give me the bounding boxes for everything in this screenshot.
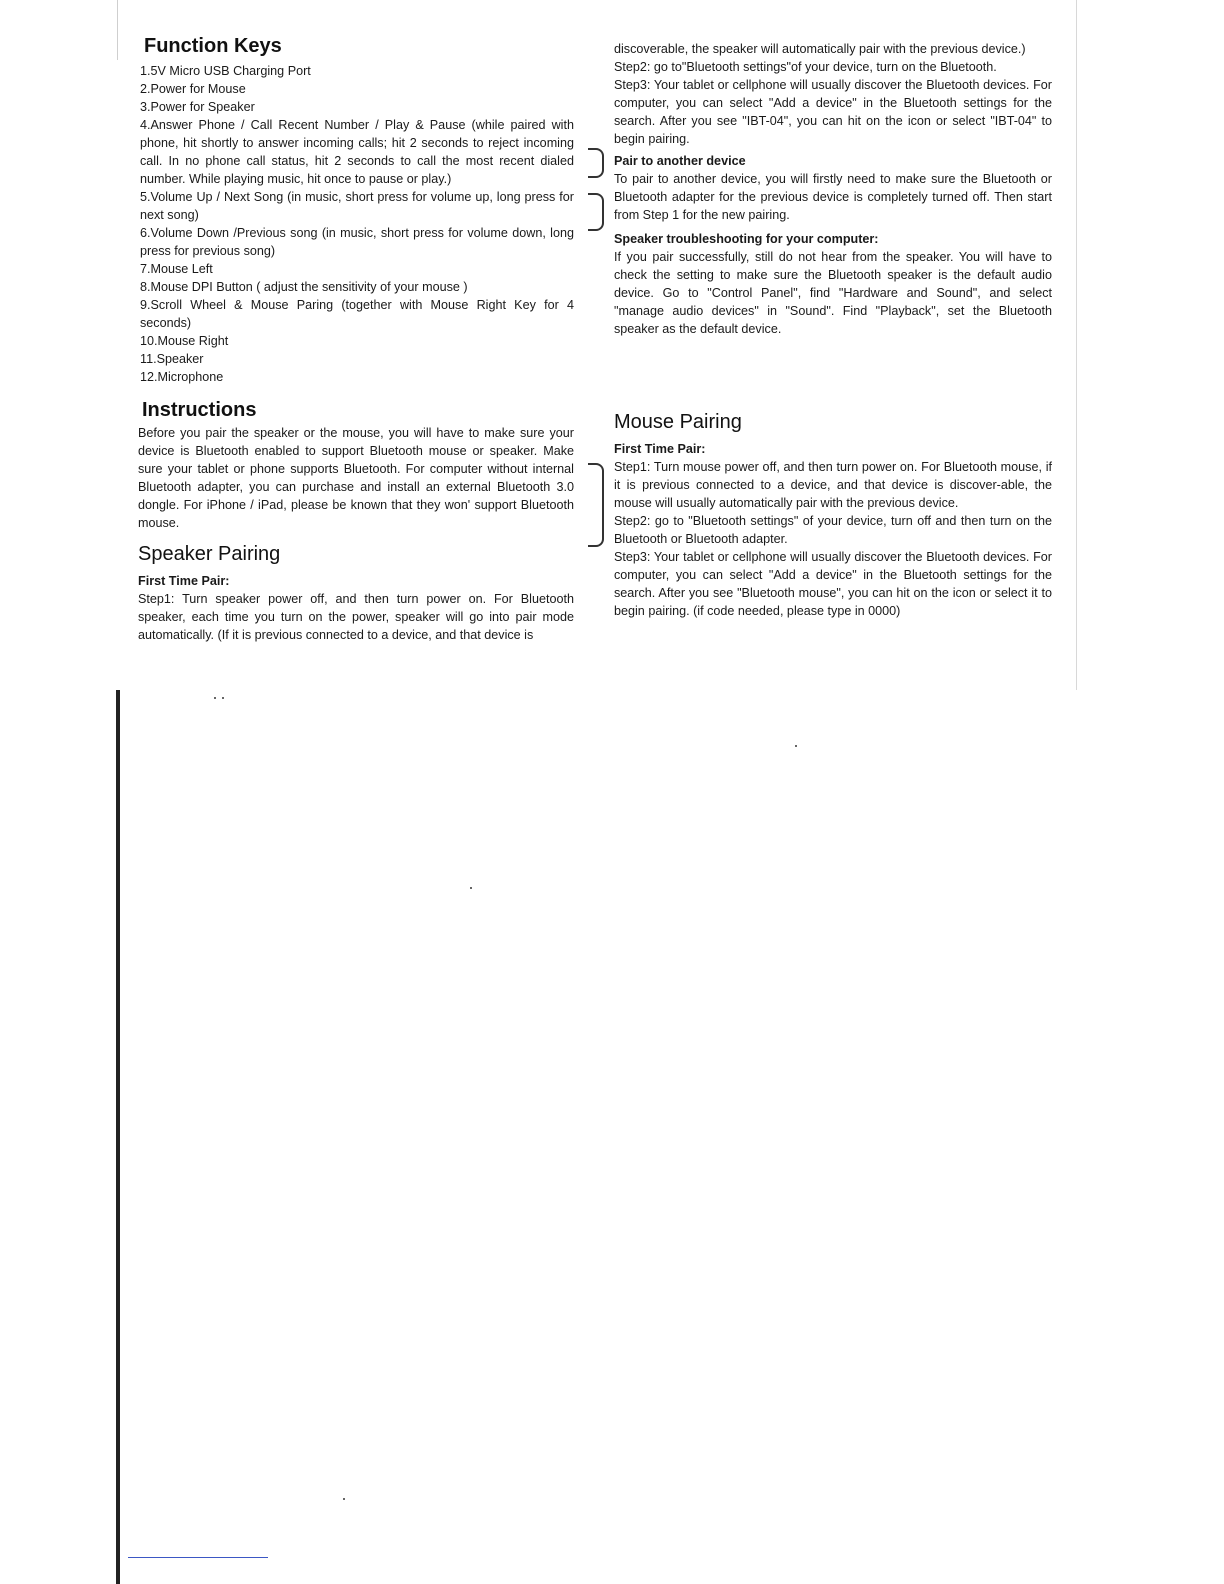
scan-edge-top (117, 0, 118, 60)
scan-speck (214, 697, 216, 699)
scan-speck (343, 1498, 345, 1500)
speaker-step1-full (0, 0, 1, 1)
function-key-item: 6.Volume Down /Previous song (in music, short press for volume down, long press for previous song) (140, 226, 574, 258)
right-column (614, 40, 1052, 620)
troubleshooting-body: If you pair successfully, still do not hear from the speaker. You will have to check the setting to make sure the Bluetooth speaker is the default audio device. Go to "Control Panel", find "Hardware and Sound", and select "manage audio devices" in "Sound". Find "Playback", set the Bluetooth speaker as the default device. (614, 250, 1052, 336)
mouse-step3: Step3: Your tablet or cellphone will usually discover the Bluetooth devices. For computer, you can select "Add a device" in the Bluetooth settings for the search. After you see "Bluetooth mouse", you can hit on the icon or select it to begin pairing. (if code needed, please type in 0000) (614, 550, 1052, 618)
speaker-pairing-continued (614, 40, 1052, 338)
speaker-first-time-label: First Time Pair: (138, 574, 230, 588)
instructions-section (138, 396, 574, 532)
mouse-pairing-heading: Mouse Pairing (614, 411, 742, 433)
speaker-step1-part1: Step1: Turn speaker power off, and then turn power on. For Bluetooth speaker, each time you turn on the power, speaker will go into pair mode automatically. (If it is previous connected to a device, and that device is (138, 592, 574, 642)
function-key-item: 7.Mouse Left (140, 262, 213, 276)
speaker-pairing-section (138, 540, 574, 644)
function-keys-list (138, 62, 574, 386)
fold-mark-2 (588, 193, 604, 231)
mouse-step1: Step1: Turn mouse power off, and then turn power on. For Bluetooth mouse, if it is previous connected to a device, and that device is discover-able, the mouse will usually automatically pair with the previous device. (614, 460, 1052, 510)
instructions-heading: Instructions (142, 399, 257, 421)
function-keys-heading: Function Keys (144, 35, 282, 57)
function-keys-section (138, 32, 574, 386)
speaker-step1-part2: discoverable, the speaker will automatically pair with the previous device.) (614, 42, 1026, 56)
speaker-pairing-heading: Speaker Pairing (138, 543, 281, 565)
scan-bottom-line (128, 1557, 268, 1558)
mouse-first-time-label: First Time Pair: (614, 442, 706, 456)
function-key-item: 8.Mouse DPI Button ( adjust the sensitivity of your mouse ) (140, 280, 468, 294)
fold-mark-1 (588, 148, 604, 178)
pair-another-device-heading: Pair to another device (614, 154, 746, 168)
function-key-item: 11.Speaker (140, 352, 204, 366)
function-key-item: 12.Microphone (140, 370, 224, 384)
speaker-step2: Step2: go to"Bluetooth settings"of your device, turn on the Bluetooth. (614, 60, 997, 74)
pair-another-device-body: To pair to another device, you will firstly need to make sure the Bluetooth or Bluetooth adapter for the previous device is completely turned off. Then start from Step 1 for the new pairing. (614, 172, 1052, 222)
function-key-item: 5.Volume Up / Next Song (in music, short press for volume up, long press for next song) (140, 190, 574, 222)
instructions-body: Before you pair the speaker or the mouse, you will have to make sure your device is Bluetooth enabled to support Bluetooth mouse or speaker. Make sure your tablet or phone supports Bluetooth. For computer without internal Bluetooth adapter, you can purchase and install an external Bluetooth 3.0 dongle. For iPhone / iPad, please be known that they won' support Bluetooth mouse. (138, 426, 574, 530)
mouse-pairing-section (614, 408, 1052, 620)
scan-edge-right (1076, 0, 1077, 690)
function-key-item: 10.Mouse Right (140, 334, 229, 348)
function-key-item: 4.Answer Phone / Call Recent Number / Play & Pause (while paired with phone, hit shortly to answer incoming calls; hit 2 seconds to reject incoming call. In no phone call status, hit 2 seconds to call the most recent dialed number. While playing music, hit once to pause or play.) (140, 118, 574, 186)
left-column (138, 32, 574, 644)
scan-speck (222, 697, 224, 699)
fold-mark-3 (588, 463, 604, 547)
function-key-item: 9.Scroll Wheel & Mouse Paring (together with Mouse Right Key for 4 seconds) (140, 298, 574, 330)
function-key-item: 2.Power for Mouse (140, 82, 246, 96)
function-key-item: 3.Power for Speaker (140, 100, 255, 114)
troubleshooting-heading: Speaker troubleshooting for your computer: (614, 232, 879, 246)
speaker-step3: Step3: Your tablet or cellphone will usually discover the Bluetooth devices. For computer, you can select "Add a device" in the Bluetooth settings for the search. After you see "IBT-04", you can hit on the icon or select "IBT-04" to begin pairing. (614, 78, 1052, 146)
function-key-item: 1.5V Micro USB Charging Port (140, 64, 311, 78)
scan-edge-left (116, 690, 120, 1584)
scan-speck (795, 745, 797, 747)
mouse-step2: Step2: go to "Bluetooth settings" of your device, turn off and then turn on the Bluetooth or Bluetooth adapter. (614, 514, 1052, 546)
scan-speck (470, 887, 472, 889)
